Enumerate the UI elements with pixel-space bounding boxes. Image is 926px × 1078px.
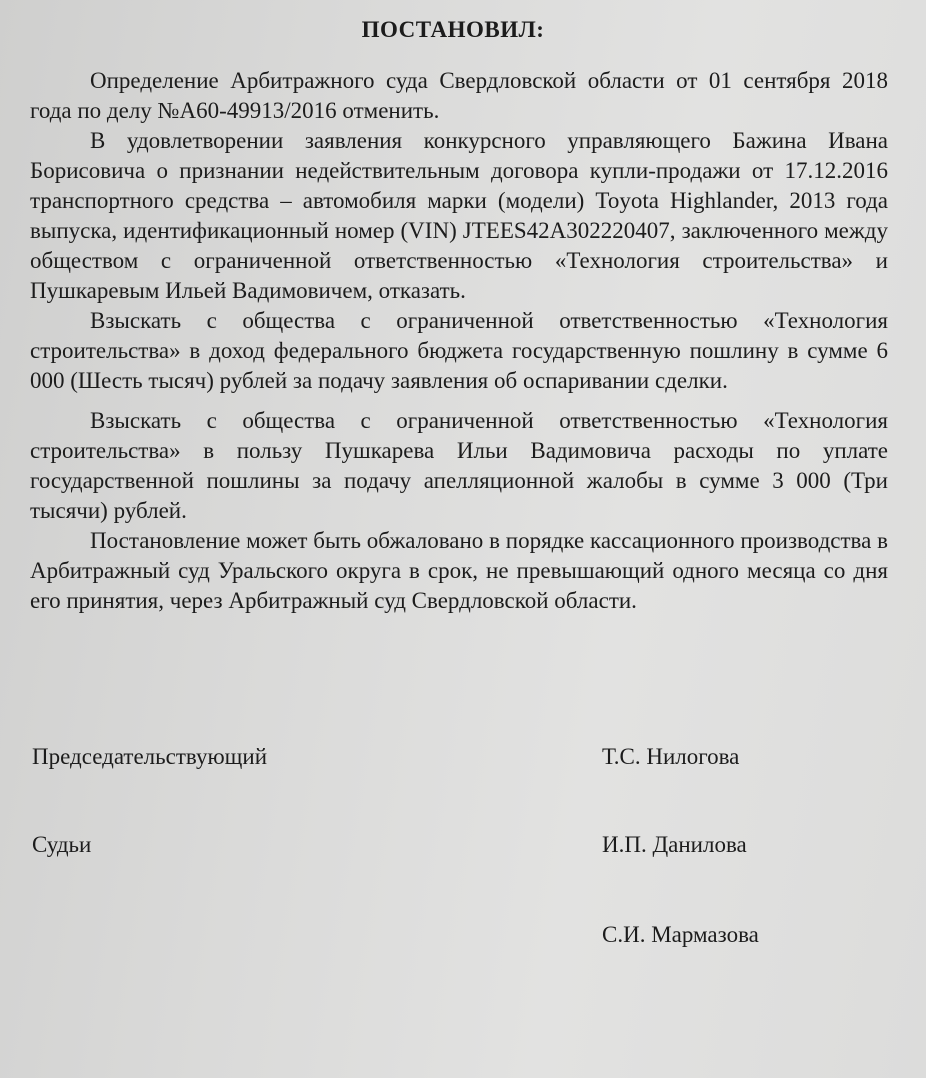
presiding-judge-name: Т.С. Нилогова bbox=[602, 744, 740, 769]
signature-row-presiding bbox=[32, 742, 892, 774]
judges-label: Судьи bbox=[32, 832, 92, 857]
paragraph-appeal-procedure: Постановление может быть обжаловано в порядке кассационного производства в Арбитражный суд Уральского округа в срок, не превышающий одного месяца со дня его принятия, через Арбитражный суд Свердловской области. bbox=[30, 528, 888, 613]
resolution-body bbox=[30, 66, 888, 616]
signature-row-judges bbox=[32, 830, 892, 862]
judge-name-2: С.И. Мармазова bbox=[602, 922, 759, 947]
paragraph-state-duty: Взыскать с общества с ограниченной ответственностью «Технология строительства» в доход федерального бюджета государственную пошлину в сумме 6 000 (Шесть тысяч) рублей за подачу заявления об оспаривании сделки. bbox=[30, 308, 888, 393]
signature-row-judge-2 bbox=[32, 920, 892, 952]
paragraph-cancel-ruling: Определение Арбитражного суда Свердловской области от 01 сентября 2018 года по делу №А60-49913/2016 отменить. bbox=[30, 68, 888, 123]
resolution-heading: ПОСТАНОВИЛ: bbox=[361, 17, 545, 42]
paragraph-claim-denied: В удовлетворении заявления конкурсного управляющего Бажина Ивана Борисовича о признании недействительным договора купли-продажи от 17.12.2016 транспортного средства – автомобиля марки (модели) Toyota Highlander, 2013 года выпуска, идентификационный номер (VIN) JTEES42A302220407, заключенного между обществом с ограниченной ответственностью «Технология строительства» и Пушкаревым Ильей Вадимовичем, отказать. bbox=[30, 128, 888, 303]
judge-name-1: И.П. Данилова bbox=[602, 832, 747, 857]
paragraph-appeal-expenses: Взыскать с общества с ограниченной ответственностью «Технология строительства» в пользу Пушкарева Ильи Вадимовича расходы по уплате государственной пошлины за подачу апелляционной жалобы в сумме 3 000 (Три тысячи) рублей. bbox=[30, 408, 888, 523]
presiding-label: Председательствующий bbox=[32, 744, 267, 769]
